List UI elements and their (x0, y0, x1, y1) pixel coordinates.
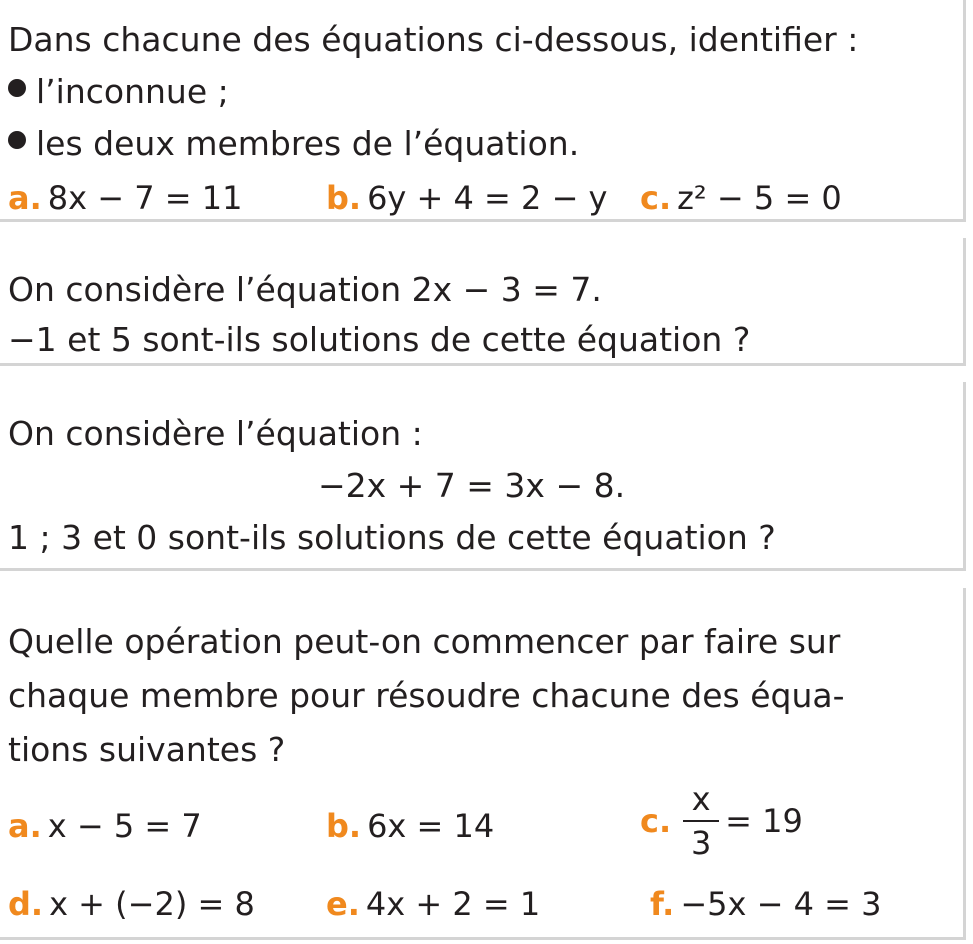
equation: 6x = 14 (367, 807, 495, 845)
item-label: b. (326, 807, 362, 845)
fraction-numerator: x (691, 780, 711, 818)
exercise-2 (0, 238, 966, 366)
exercise-2-statement: On considère l’équation 2x − 3 = 7. (8, 270, 602, 309)
exercise-3-question: 1 ; 3 et 0 sont-ils solutions de cette équation ? (8, 518, 776, 557)
exercise-1-instruction: Dans chacune des équations ci-dessous, identifier : (8, 20, 859, 59)
equation: 8x − 7 = 11 (47, 179, 243, 217)
exercise-4 (0, 588, 966, 940)
equation-rhs: = 19 (725, 802, 803, 840)
fraction-denominator: 3 (690, 824, 712, 862)
equation: −5x − 4 = 3 (680, 885, 882, 923)
bullet-text: l’inconnue ; (36, 72, 229, 111)
exercise-4-line: tions suivantes ? (8, 730, 286, 769)
equation: z² − 5 = 0 (677, 179, 842, 217)
equation-item-a (8, 178, 242, 218)
equation-item-f (650, 884, 881, 924)
bullet-icon (8, 79, 26, 97)
equation: x − 5 = 7 (47, 807, 202, 845)
exercise-3 (0, 382, 966, 571)
equation: 4x + 2 = 1 (365, 885, 541, 923)
equation-item-e (326, 884, 540, 924)
equation-item-a (8, 806, 202, 846)
item-label: b. (326, 179, 362, 217)
exercise-3-statement: On considère l’équation : (8, 414, 423, 453)
exercise-2-question: −1 et 5 sont-ils solutions de cette équation ? (8, 320, 751, 359)
item-label: a. (8, 179, 42, 217)
equation-item-b (326, 806, 494, 846)
item-label: d. (8, 885, 44, 923)
exercise-4-line: chaque membre pour résoudre chacune des équa- (8, 676, 845, 715)
exercise-3-equation: −2x + 7 = 3x − 8. (318, 466, 626, 505)
item-label: c. (640, 179, 672, 217)
equation: x + (−2) = 8 (49, 885, 255, 923)
item-label: e. (326, 885, 360, 923)
equation-item-c (640, 780, 803, 862)
equation-item-c (640, 178, 842, 218)
bullet-icon (8, 131, 26, 149)
equation-item-d (8, 884, 255, 924)
bullet-item (8, 72, 229, 112)
exercise-4-line: Quelle opération peut-on commencer par faire sur (8, 622, 841, 661)
item-label: a. (8, 807, 42, 845)
equation: 6y + 4 = 2 − y (367, 179, 608, 217)
bullet-item (8, 124, 579, 164)
exercise-1 (0, 0, 966, 222)
fraction (683, 780, 719, 862)
equation-item-b (326, 178, 607, 218)
item-label: f. (650, 885, 675, 923)
bullet-text: les deux membres de l’équation. (36, 124, 580, 163)
item-label: c. (640, 802, 672, 840)
fraction-bar (683, 820, 719, 822)
